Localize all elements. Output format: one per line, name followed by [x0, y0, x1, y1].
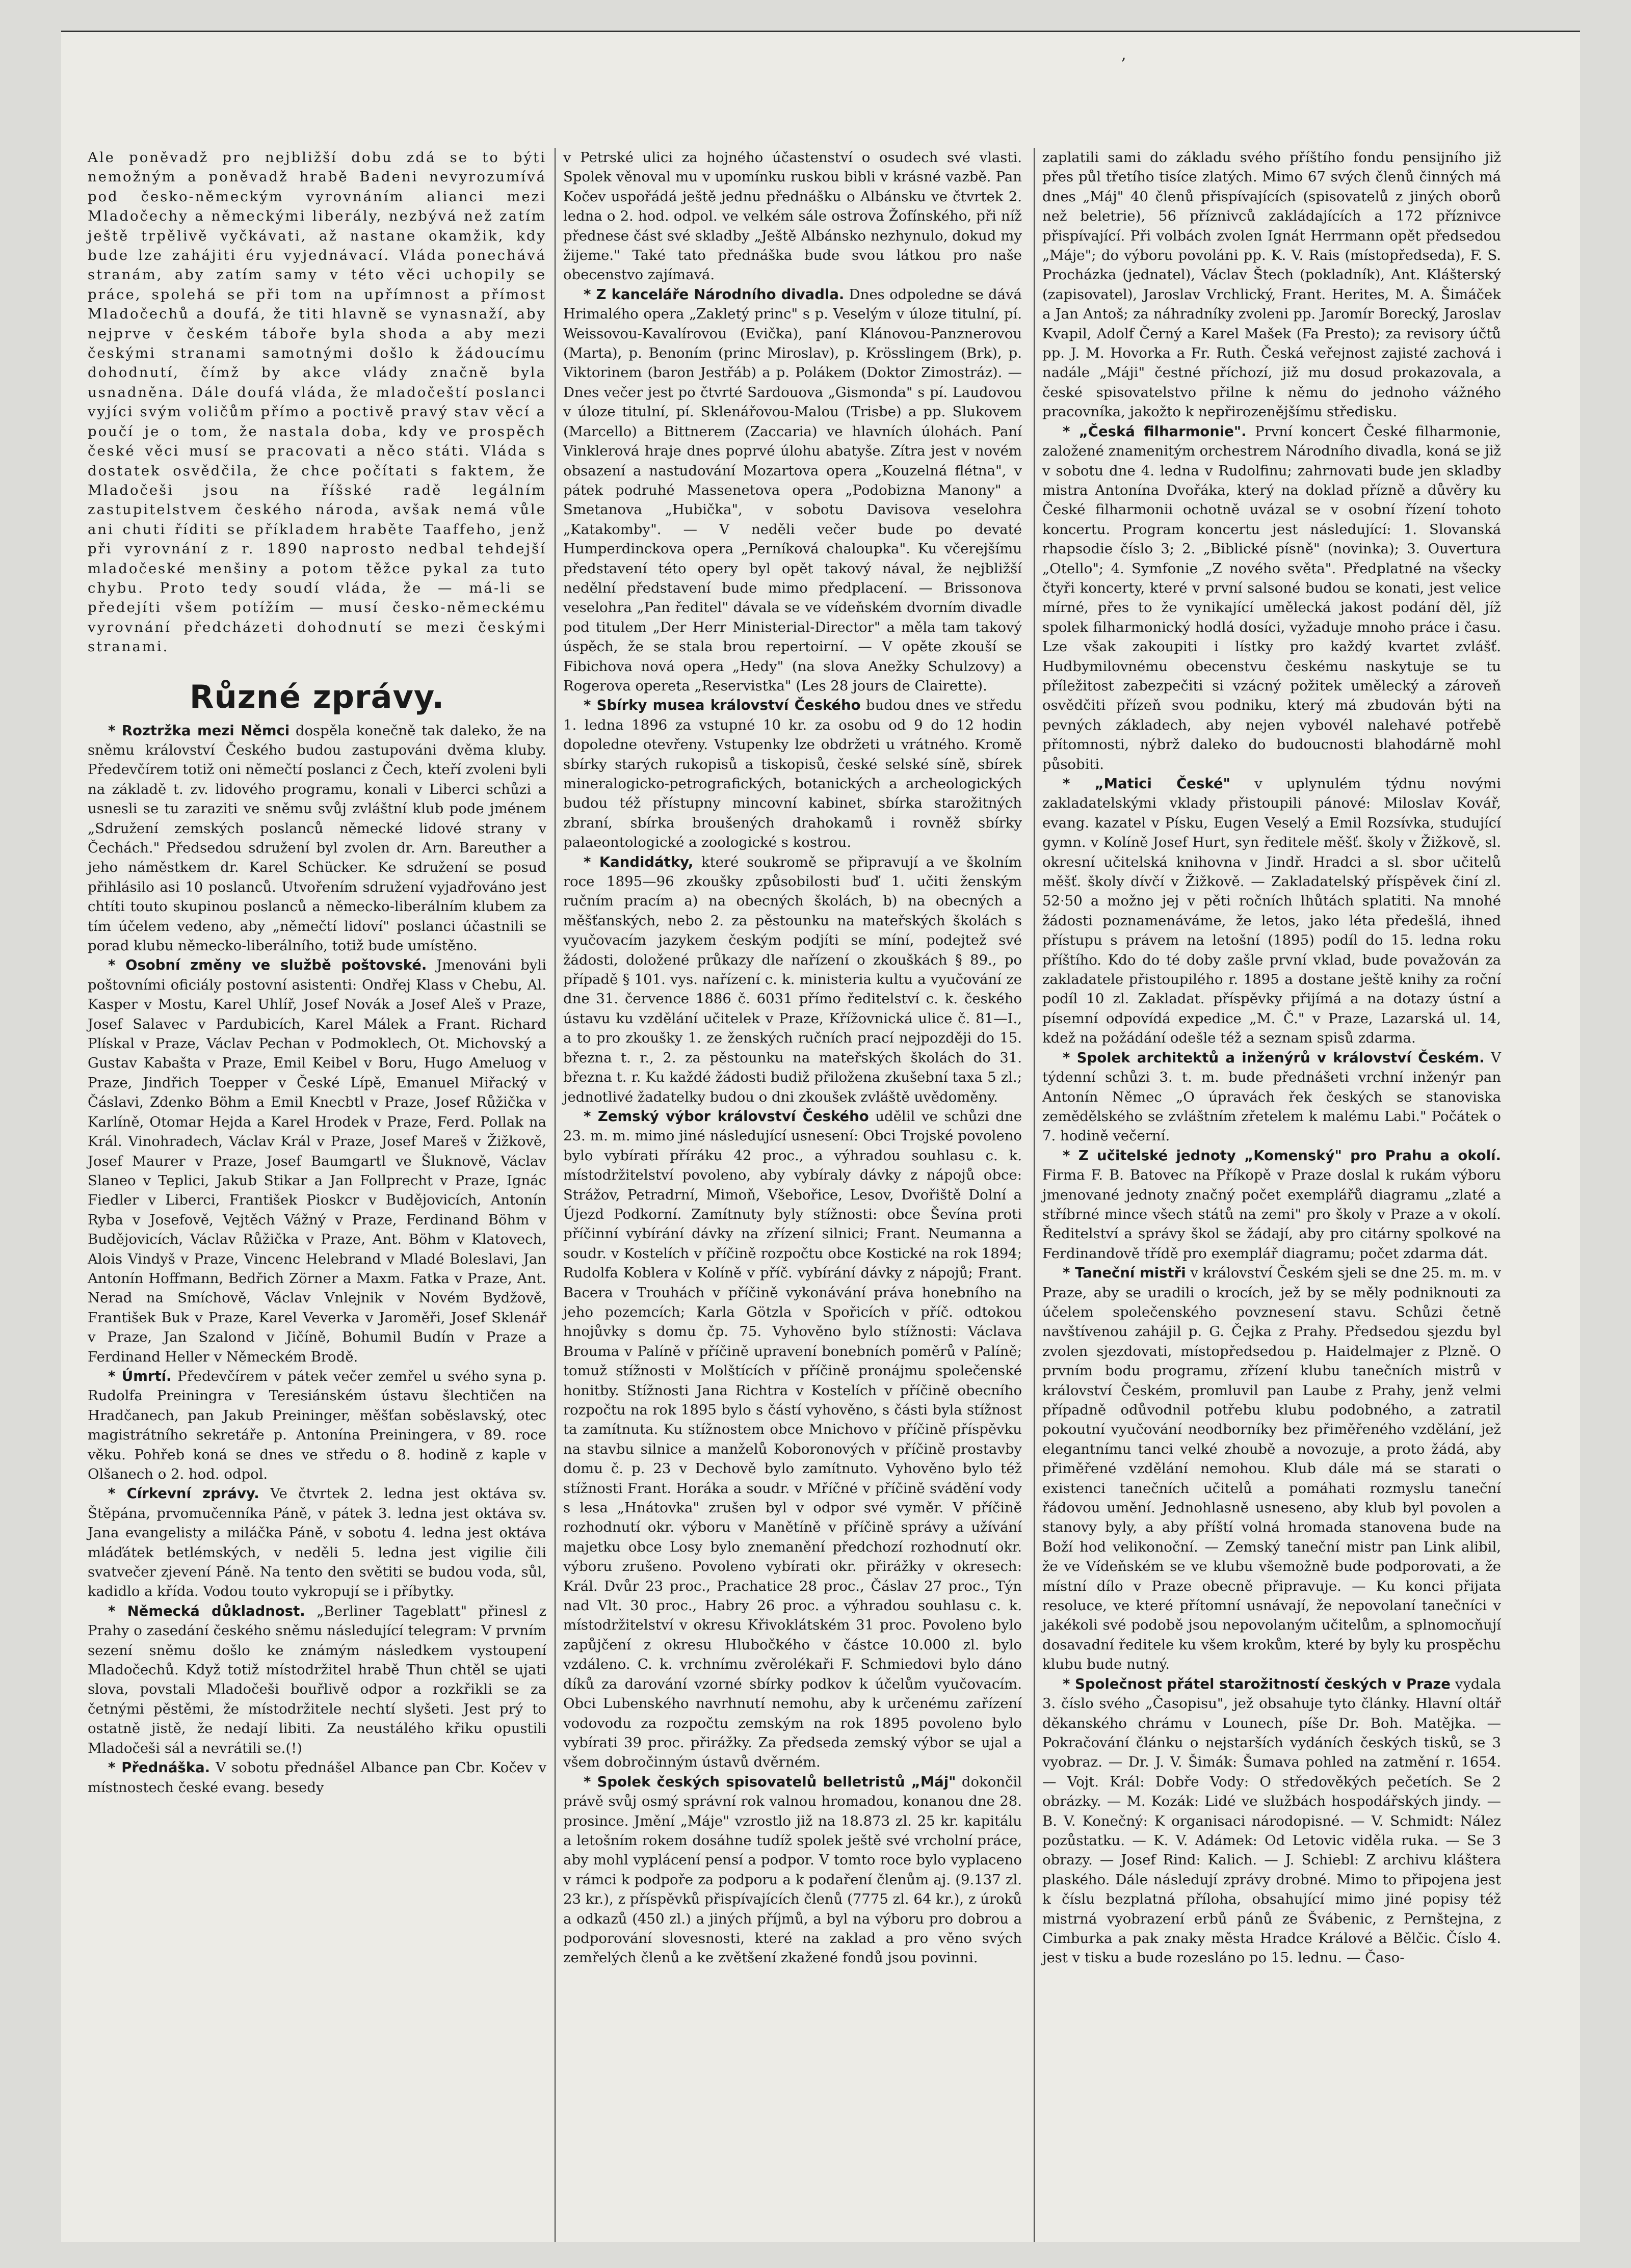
- news-item-lead: * Z kanceláře Národního divadla.: [584, 286, 845, 303]
- news-item-text: v uplynulém týdnu novými zakladatelskými vklady přistoupili pánové: Miloslav Kovář, evang. kazatel v Písku, Eugen Veselý a Emil Rozsívka, studující gymn. v Kolíně Josef Hurt, syn ředitele měšť. školy v Žižkově, sl. okresní učitelská knihovna v Jindř. Hradci a sl. sbor učitelů měšť. školy dívčí v Žižkově. — Zakladatelský příspěvek činí zl. 52·50 a možno jej v pěti ročních lhůtách splatiti. Na mnohé žádosti poznamenáváme, že letos, jako léta předešlá, ihned přístupu s právem na letošní (1895) podíl do 15. ledna roku příštího. Kdo do té doby zašle první vklad, bude považován za zakladatele přistoupilého r. 1895 a dostane ještě knihy za roční podíl 10 zl. Zakladat. příspěvky přijímá a na dotazy ústní a písemní odpovídá expedice „M. Č." v Praze, Lazarská ul. 14, kdež na požádání odešle též a seznam spisů zdarma.: [1042, 776, 1501, 1047]
- news-item-lead: * „Česká filharmonie".: [1063, 423, 1247, 440]
- news-item: [1042, 1263, 1501, 1674]
- news-item-text: vydala 3. číslo svého „Časopisu", jež obsahuje tyto články. Hlavní oltář děkanského chrámu v Lounech, píše Dr. Boh. Matějka. — Pokračování článku o nejstarších vydáních českých tisků, se 3 vyobraz. — Dr. J. V. Šimák: Šumava pohled na zatmění r. 1654. — Vojt. Král: Dobře Vody: O středověkých pečetích. Se 2 obrázky. — M. Kozák: Lidé ve službách hospodářských jindy. — B. V. Konečný: K organisaci národopisné. — V. Schmidt: Nález pozůstatku. — K. V. Adámek: Od Letovic viděla ruka. — Se 3 obrazy. — Josef Rind: Kalich. — J. Schiebl: Z archivu kláštera plaského. Dále následují zprávy drobné. Mimo to připojena jest k číslu bezplatná příloha, obsahující mimo jiné popisy též mistrná vyobrazení erbů pánů ze Švábenic, z Pernštejna, z Cimburka a pak znaky města Hradce Králové a Bělčic. Číslo 4. jest v tisku a bude rozesláno po 15. lednu. — Časo-: [1042, 1675, 1501, 1966]
- news-item: [1042, 1146, 1501, 1263]
- news-item: [1042, 1048, 1501, 1146]
- news-item-lead: * Zemský výbor království Českého: [584, 1108, 869, 1125]
- column-1: [88, 148, 546, 1797]
- newspaper-page: [61, 31, 1580, 2242]
- news-item: [1042, 422, 1501, 774]
- news-item: [88, 1602, 546, 1758]
- news-list: [88, 721, 546, 1797]
- article-continuation: zaplatili sami do základu svého příštího fondu pensijního již přes půl třetího tisíce zlatých. Mimo 67 svých členů činných má dnes „Máj" 40 členů přispívajících (spisovatelů z jiných oborů než beletrie), 56 příznivců zakládajících a 172 příznivce přispívající. Při volbách zvolen Ignát Herrmann opět předsedou „Máje"; do výboru povoláni pp. K. V. Rais (místopředseda), F. S. Procházka (jednatel), Václav Štech (pokladník), Ant. Klášterský (zapisovatel), Jaroslav Vrchlický, Frant. Herites, M. A. Šimáček a Jan Antoš; za náhradníky zvoleni pp. Jaromír Borecký, Jaroslav Kvapil, Adolf Černý a Karel Mašek (Fa Presto); za revisory účtů pp. J. M. Hovorka a Fr. Ruth. Česká veřejnost zajisté zachová i nadále „Máji" čestné příchozí, již mu dosud prokazovala, a české spisovatelstvo přilne k němu do jednoho vážného pracovníka, jakožto k nepřirozenějšímu středisku.: [1042, 149, 1501, 420]
- page-marks: ,: [1121, 46, 1126, 64]
- news-item-text: dospěla konečně tak daleko, že na sněmu království Českého budou zastupováni dvěma kluby. Předevčírem totiž oni němečtí poslanci z Čech, kteří zvoleni byli na základě t. zv. lidového programu, konali v Liberci schůzi a usnesli se tu zaraziti ve sněmu svůj zvláštní klub pode jménem „Sdružení zemských poslanců německé lidové strany v Čechách." Předsedou sdružení byl zvolen dr. Arn. Bareuther a jeho náměstkem dr. Karel Schücker. Ke sdružení se posud přihlásilo asi 10 poslanců. Utvořením sdružení vyjadřováno jest chtíti touto skupinou poslanců a německo-liberálním klubem za tím účelem vedeno, aby „němečtí lidoví" poslanci účastnili se porad klubu německo-liberálního, totiž bude umístěno.: [88, 722, 546, 954]
- news-item-lead: * Z učitelské jednoty „Komenský" pro Prahu a okolí.: [1063, 1147, 1501, 1164]
- news-item-text: Firma F. B. Batovec na Příkopě v Praze doslal k rukám výboru jmenované jednoty značný počet exemplářů diagramu „zlaté a stříbrné mince všech států na zemi" pro školy v Praze a v okolí. Ředitelství a správy škol se žádají, aby pro citárny spolkové na Ferdinandově třídě pro exemplář diagramu; počet zdarma dát.: [1042, 1167, 1501, 1262]
- news-item-text: Dnes odpoledne se dává Hrimalého opera „Zakletý princ" s p. Veselým v úloze titulní, pí. Weissovou-Kavalírovou (Evička), paní Klánovou-Panznerovou (Marta), p. Benoním (princ Miroslav), p. Krösslingem (Brk), p. Viktorinem (baron Jestřáb) a p. Polákem (Doktor Zimostráz). — Dnes večer jest po čtvrté Sardouova „Gismonda" s pí. Laudovou v úloze titulní, pí. Sklenářovou-Malou (Trisbe) a pp. Slukovem (Marcello) a Bittnerem (Zaccaria) ve hlavních úlohách. Paní Vinklerová hraje dnes poprvé úlohu abatyše. Zítra jest v novém obsazení a nastudování Mozartova opera „Kouzelná flétna", v pátek podruhé Massenetova opera „Podobizna Manony" a Smetanova „Hubička", v sobotu Davisova veselohra „Katakomby". — V neděli večer bude po devaté Humperdinckova opera „Perníková chaloupka". Ku včerejšímu představení této opery byl opět takový nával, že nejbližší nedělní představení bude mimo předplacení. — Brissonova veselohra „Pan ředitel" dávala se ve vídeňském dvorním divadle pod titulem „Der Herr Ministerial-Director" a měla tam takový úspěch, že se stala brou repertoirní. — V opěte zkouší se Fibichova nová opera „Hedy" (na slova Anežky Schulzovy) a Rogerova opereta „Reservistka" (Les 28 jours de Clairette).: [563, 286, 1022, 694]
- column-divider: [1034, 148, 1035, 2242]
- section-heading: Různé zprávy.: [189, 678, 445, 715]
- news-item-lead: * Sbírky musea království Českého: [584, 697, 861, 714]
- news-item-text: Jmenováni byli poštovními oficiály postovní asistenti: Ondřej Klass v Chebu, Al. Kasper v Mostu, Karel Uhlíř, Josef Novák a Josef Aleš v Praze, Josef Salavec v Pardubicích, Karel Málek a Frant. Richard Plískal v Praze, Václav Pechan v Podmoklech, Ot. Michovský a Gustav Kabašta v Praze, Emil Keibel v Boru, Hugo Ameluog v Praze, Jindřich Toepper v České Lípě, Emanuel Miřacký v Čáslavi, Zdenko Böhm a Emil Knecbtl v Praze, Josef Růžička v Karlíně, Otomar Hejda a Karel Hrodek v Praze, Ferd. Pollak na Král. Vinohradech, Václav Král v Praze, Josef Mareš v Žižkově, Josef Maurer v Praze, Josef Baumgartl ve Šluknově, Václav Slaneo v Teplici, Jakub Stikar a Jan Follprecht v Praze, Ignác Fiedler v Liberci, František Pioskcr v Budějovicích, Antonín Ryba v Josefově, Vejtěch Vážný v Praze, Ferdinand Böhm v Budějovicích, Václav Růžička v Praze, Ant. Böhm v Klatovech, Alois Vindyš v Praze, Vincenc Helebrand v Mladé Boleslavi, Jan Antonín Hoffmann, Bedřich Zörner a Maxm. Fatka v Praze, Ant. Nerad na Smíchově, Václav Vnlejnik v Novém Bydžově, František Buk v Praze, Karel Veverka v Jaroměři, Josef Sklenář v Praze, Jan Szalond v Jičíně, Bohumil Budín v Praze a Ferdinand Heller v Německém Brodě.: [88, 957, 546, 1365]
- news-item-text: v království Českém sjeli se dne 25. m. m. v Praze, aby se uradili o krocích, jež by se měly podniknouti za účelem společenského povznesení stavu. Schůzi četně navštívenou zahájil p. G. Čejka z Prahy. Předsedou sjezdu byl zvolen sjezdovati, místopředsedou p. Haidelmajer z Plzně. O prvním bodu programu, zřízení klubu tanečních mistrů v království Českém, promluvil pan Laube z Prahy, jenž velmi případně odůvodnil potřebu klubu podobného, a zatratil pokoutní vyučování neodborníky bez přiměřeného vzdělání, jež elegantnímu tanci velké zhoubě a novozuje, a proto žádá, aby přiměřené vzdělání nemohou. Klub dále má se starati o existenci tanečních učitelů a pomáhati rozmyslu taneční řádovou umění. Jednohlasně usneseno, aby klub byl povolen a stanovy byly, a aby příští volná hromada stanovena bude na Boží hod velikonoční. — Zemský taneční mistr pan Link alibil, že ve Vídeňském se ve klubu všemožně bude podporovati, a že místní dílo v Praze obecně připravuje. — Ku konci přijata resoluce, ve které přítomní usnávají, že nepovolaní tanečníci v jakékoli své podobě jsou nepovolaným učitelům, a splnomocňují dosavadní ředitele ku všem krokům, které by byly ku prospěchu klubu bude nutný.: [1042, 1265, 1501, 1673]
- news-item-lead: * Spolek českých spisovatelů belletristů „Máj": [584, 1773, 956, 1790]
- news-item-lead: * Spolek architektů a inženýrů v království Českém.: [1063, 1049, 1485, 1066]
- news-item-text: „Berliner Tageblatt" přinesl z Prahy o zasedání českého sněmu následující telegram: V prvním sezení sněmu došlo ke známým následkem vystoupení Mladočechů. Když totiž místodržitel hrabě Thun chtěl se ujati slova, povstali Mladočeši bouřlivě odpor a rozkřikli se za četnými pěstěmi, že místodržitele nechtí slyšeti. Jest prý to ostatně jistě, že nedají libiti. Za neustálého křiku opustili Mladočeši sál a nevrátili se.(!): [88, 1603, 546, 1756]
- news-item-text: V sobotu přednášel Albance pan Cbr. Kočev v místnostech české evang. besedy: [88, 1759, 546, 1796]
- news-list: [563, 285, 1022, 1968]
- news-item-text: které soukromě se připravují a ve školním roce 1895—96 zkoušky způsobilosti buď 1. učiti ženským ručním pracím a) na obecných školách, b) na obecných a měšťanských, nebo 2. za pěstounku na mateřských školách s vyučovacím jazykem českým podjíti se míní, podejtež své žádosti, doložené průkazy dle nařízení o zkouškách § 89., po případě § 101. vys. nařízení c. k. ministeria kultu a vyučování ze dne 31. července 1886 č. 6031 přímo ředitelství c. k. českého ústavu ku vzdělání učitelek v Praze, Křížovnická ulice č. 81—I., a to pro zkoušky 1. ze ženských ručních prací nejpozději do 15. března t. r., 2. za pěstounku na mateřských školách do 31. března t. r. Ku každé žádosti budiž přiložena zkušební taxa 5 zl.; jednotlivé žadatelky budou o dni zkoušek zvláště uvědoměny.: [563, 853, 1022, 1105]
- news-item-lead: * Přednáška.: [108, 1759, 211, 1776]
- news-item-lead: * Osobní změny ve službě poštovské.: [108, 957, 427, 974]
- news-item: [1042, 774, 1501, 1048]
- news-item: [563, 285, 1022, 696]
- news-item: [563, 852, 1022, 1107]
- news-item-lead: * Taneční mistři: [1063, 1265, 1186, 1282]
- news-item-text: V týdenní schůzi 3. t. m. bude přednášeti vrchní inženýr pan Antonín Němec „O úpravách řek českých se stanoviska zemědělského se zvláštním zřetelem k malému Labi." Počátek o 7. hodině večerní.: [1042, 1049, 1501, 1144]
- news-list: [1042, 422, 1501, 1968]
- news-item: [563, 1772, 1022, 1968]
- news-item: [1042, 1674, 1501, 1968]
- news-item: [88, 721, 546, 956]
- news-item-lead: * Kandidátky,: [584, 853, 694, 870]
- news-item-lead: * Společnost přátel starožitností českých v Praze: [1063, 1675, 1451, 1692]
- news-item: [88, 1758, 546, 1797]
- news-item: [563, 696, 1022, 852]
- news-item-lead: * „Matici České": [1063, 776, 1230, 792]
- news-item-lead: * Roztržka mezi Němci: [108, 722, 290, 739]
- news-item-lead: * Církevní zprávy.: [108, 1485, 259, 1502]
- column-2: [563, 148, 1022, 1968]
- article-continuation: Ale poněvadž pro nejbližší dobu zdá se to býti nemožným a poněvadž hrabě Badeni nevyrozumívá pod česko-německým vyrovnáním alianci mezi Mladočechy a německými liberály, nezbývá než zatím ještě trpělivě vyčkávati, až nastane okamžik, kdy bude lze zahájiti éru vyjednávací. Vláda ponechává stranám, aby zatím samy v této věci uchopily se práce, spolehá se při tom na upřímnost a přímost Mladočechů a doufá, že titi hlavně se vynasnaží, aby nejprve v českém táboře byla shoda a aby mezi českými stranami samotnými došlo k žádoucímu dohodnutí, čímž by akce vlády značně byla usnadněna. Dále doufá vláda, že mladočeští poslanci vyjíci svým voličům přímo a poctivě pravý stav věcí a poučí je o tom, že nastala doba, kdy ve prospěch české věci musí se pracovati a něco státi. Vláda s dostatek osvědčila, že chce počítati s faktem, že Mladočeši jsou na říšské radě legálním zastupitelstvem českého národa, avšak nemá vůle ani chuti říditi se příkladem hraběte Taaffeho, jenž při vyrovnání z r. 1890 naprosto nedbal tehdejší mladočeské menšiny a potom těžce pykal za tuto chybu. Proto tedy soudí vláda, že — má-li se předejíti všem potížím — musí česko-německému vyrovnání předcházeti dohodnutí se mezi českými stranami.: [88, 149, 546, 655]
- news-item-lead: * Německá důkladnost.: [108, 1603, 305, 1619]
- top-rule: [61, 31, 1580, 32]
- news-item: [88, 955, 546, 1367]
- column-divider: [555, 148, 556, 2242]
- column-3: [1042, 148, 1501, 1968]
- news-item-text: První koncert České filharmonie, založené znamenitým orchestrem Národního divadla, koná se již v sobotu dne 4. ledna v Rudolfinu; zahrnovati bude jen skladby mistra Antonína Dvořáka, který na doklad přízně a důvěry ku České filharmonii ochotně uvázal se v osobní řízení tohoto koncertu. Program koncertu jest následující: 1. Slovanská rhapsodie číslo 3; 2. „Biblické písně" (novinka); 3. Ouvertura „Otello"; 4. Symfonie „Z nového světa". Předplatné na všecky čtyři koncerty, které v první salsoné budou se konati, jest velice mírné, přes to že vynikající umělecká jakost podání děl, jíž spolek filharmonický hodlá dosíci, vyžaduje mnoho práce i času. Lze však zakoupiti i lístky pro každý kvartet zvlášť. Hudbymilovnému obecenstvu českému naskytuje se tu příležitost zabezpečiti si vzácný požitek umělecký a zároveň osvědčiti přízeň svou podniku, který má zbudován býti na pevných základech, aby nejen vybovél nalehavé potřebě přítomnosti, nýbrž daleko do budoucnosti blahodárně mohl působiti.: [1042, 423, 1501, 772]
- article-continuation: v Petrské ulici za hojného účastenství o osudech své vlasti. Spolek věnoval mu v upomínku ruskou bibli v krásné vazbě. Pan Kočev uspořádá ještě jednu přednášku o Albánsku ve čtvrtek 2. ledna o 2. hod. odpol. ve velkém sále ostrova Žofínského, při níž přednese část své skladby „Ještě Albánsko nezhynulo, dokud my žijeme." Také tato přednáška bude svou látkou pro naše obecenstvo zajímavá.: [563, 149, 1022, 283]
- news-item: [563, 1107, 1022, 1772]
- news-item-lead: * Úmrtí.: [108, 1368, 172, 1384]
- news-item-text: dokončil právě svůj osmý správní rok valnou hromadou, konanou dne 28. prosince. Jmění „Máje" vzrostlo již na 18.873 zl. 25 kr. kapitálu a letošním rokem dosáhne tudíž spolek ještě své vrcholní práce, aby mohl vyplácení pensí a podpor. V tomto roce bylo vyplaceno v rámci k podpoře za podporu a k podaření členům aj. (9.137 zl. 23 kr.), z příspěvků přispívajících členů (7775 zl. 64 kr.), z úroků a odkazů (450 zl.) a jiných příjmů, a byl na výboru pro dobrou a podporování slovesnosti, které na zaklad a pro věno svých zemřelých členů a ke zvětšení zkažené fondů jsou povinni.: [563, 1773, 1022, 1966]
- news-item-text: Předevčírem v pátek večer zemřel u svého syna p. Rudolfa Preiningra v Teresiánském ústavu šlechtičen na Hradčanech, pan Jakub Preininger, měšťan soběslavský, otec magistrátního sekretáře p. Antonína Preiningera, v 89. roce věku. Pohřeb koná se dnes ve středu o 8. hodině z kaple v Olšanech o 2. hod. odpol.: [88, 1368, 546, 1482]
- news-item: [88, 1484, 546, 1601]
- news-item-text: Ve čtvrtek 2. ledna jest oktáva sv. Štěpána, prvomučenníka Páně, v pátek 3. ledna jest oktáva sv. Jana evangelisty a miláčka Páně, v sobotu 4. ledna jest oktáva mláďátek betlémských, v neděli 5. ledna jest vigilie čili svatvečer zjevení Páně. Na tento den světiti se budou voda, sůl, kadidlo a křída. Vodou touto vykropují se i příbytky.: [88, 1485, 546, 1600]
- news-item-text: budou dnes ve středu 1. ledna 1896 za vstupné 10 kr. za osobu od 9 do 12 hodin dopoledne otevřeny. Vstupenky lze obdržeti u vrátného. Kromě sbírky starých rukopisů a tiskopisů, české selské síně, sbírek mineralogicko-petrografických, botanických a archeologických budou též přístupny mincovní kabinet, sbírka starožitných zbraní, sbírka broušených drahokamů i rovněž sbírky palaeontologické a zoologické s kostrou.: [563, 697, 1022, 851]
- news-item-text: udělil ve schůzi dne 23. m. m. mimo jiné následující usnesení: Obci Trojské povoleno bylo vybírati příráku 42 proc., a výhradou souhlasu c. k. místodržitelství povoleno, aby vybíraly dávky z nápojů obce: Strážov, Petradrní, Mimoň, Všebořice, Lesov, Dvořiště Dolní a Újezd Podkorní. Zamítnuty byly stížnosti: obce Ševína proti příčinní vybírání dávky na zřízení silnici; Frant. Neumanna a soudr. v Kostelích v příčině rozpočtu obce Kostické na rok 1894; Rudolfa Koblera v Kolíně v příč. vybírání dávky z nápojů; Frant. Bacera v Trouhách v příčině vykonávání práva honebního na jeho pozemcích; Karla Götzla v Spořicích v příč. odtokou hnojůvky s domu čp. 75. Vyhověno bylo stížnosti: Václava Brouma v Palíně v příčině upravení bonebních poměrů v Palíně; tomuž stížnosti v Molštících v příčině pronájmu společenské honitby. Stížnosti Jana Richtra v Kostelích v příčině obecního rozpočtu na rok 1895 bylo s částí vyhověno, s části byla stížnost ta zamítnuta. Ku stížnostem obce Mnichovo v příčině příspěvku na stavbu silnice a manželů Koboronových v příčině prostavby domu č. p. 23 v Dechově bylo zamítnuto. Vyhověno bylo též stížnosti Frant. Horáka a soudr. v Mříčné v příčině svádění vody s lesa „Hnátovka" zrušen byl v odpor své vyměr. V příčině rozhodnutí okr. výboru v Manětíně v příčině správy a užívání majetku obce Losy bylo znemanění předchozí rozhodnutí okr. výboru zrušeno. Povoleno vybírati okr. přirážky v okresech: Král. Dvůr 23 proc., Prachatice 28 proc., Čáslav 27 proc., Týn nad Vlt. 30 proc., Habry 26 proc. a výhradou souhlasu c. k. místodržitelství v okresu Křivoklátském 31 proc. Povoleno bylo zapůjčení z okresu Hlubočkého v částce 10.000 zl. bylo vzdáleno. C. k. vrchnímu zvěrolékaři F. Schmiedovi bylo dáno díků za darování vzorné sbírky podkov k účelům vyučovacím. Obci Lubenského navrhnutí nemohu, aby k určenému zařízení vodovodu za rozpočtu zemským na rok 1895 povoleno bylo vybírati 39 proc. přirážky. Za předseda zemský výbor se ujal a všem dobročinným ústavů dvěrném.: [563, 1108, 1022, 1771]
- news-item: [88, 1367, 546, 1484]
